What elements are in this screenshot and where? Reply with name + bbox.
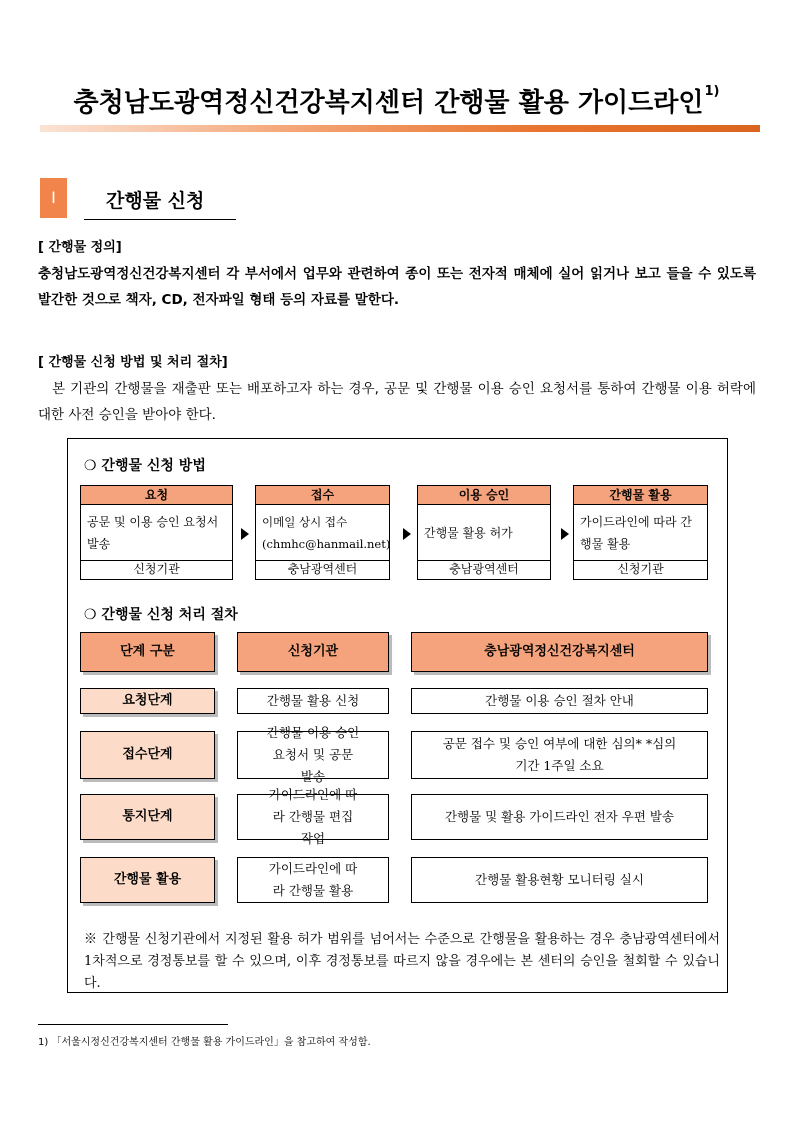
- stage-label: 간행물 활용: [80, 857, 215, 903]
- title-gradient-bar: [40, 125, 760, 132]
- flow-step-head: 접수: [255, 485, 390, 505]
- applicant-action: 간행물 활용 신청: [237, 688, 389, 714]
- flow-step-body: 간행물 활용 허가: [417, 505, 551, 561]
- column-header-applicant: 신청기관: [237, 632, 389, 672]
- footnote-text: 1) 「서울시정신건강복지센터 간행물 활용 가이드라인」을 참고하여 작성함.: [38, 1037, 371, 1048]
- definition-text: 충청남도광역정신건강복지센터 각 부서에서 업무와 관련하여 종이 또는 전자적 매체에 실어 읽거나 보고 들을 수 있도록 발간한 것으로 책자, CD, 전자파일 형태 등의 자료를 말한다.: [38, 266, 756, 308]
- procedure-heading: [ 간행물 신청 방법 및 처리 절차]: [38, 355, 228, 370]
- flow-step-head: 간행물 활용: [573, 485, 708, 505]
- center-action: 간행물 활용현황 모니터링 실시: [411, 857, 708, 903]
- flow-step-foot: 충남광역센터: [417, 561, 551, 580]
- flow-step-foot: 신청기관: [573, 561, 708, 580]
- flow-step-head: 요청: [80, 485, 233, 505]
- flow-step-body: 이메일 상시 접수 (chmhc@hanmail.net): [255, 505, 390, 561]
- arrow-right-icon: [561, 528, 569, 540]
- stage-label: 접수단계: [80, 731, 215, 779]
- footnote-divider: [38, 1024, 228, 1025]
- arrow-right-icon: [403, 528, 411, 540]
- flow-step-head: 이용 승인: [417, 485, 551, 505]
- section-number-badge: Ⅰ: [40, 178, 67, 218]
- section-title: 간행물 신청: [106, 190, 205, 212]
- arrow-right-icon: [241, 528, 249, 540]
- center-action: 간행물 및 활용 가이드라인 전자 우편 발송: [411, 794, 708, 840]
- applicant-action: 가이드라인에 따라 간행물 활용: [237, 857, 389, 903]
- flow-step-body: 가이드라인에 따라 간행물 활용: [573, 505, 708, 561]
- footnote-ref[interactable]: 1): [704, 84, 720, 99]
- process-heading: ❍ 간행물 신청 처리 절차: [84, 607, 238, 623]
- procedure-text: 본 기관의 간행물을 재출판 또는 배포하고자 하는 경우, 공문 및 간행물 이용 승인 요청서를 통하여 간행물 이용 허락에 대한 사전 승인을 받아야 한다.: [38, 381, 756, 423]
- column-header-stage: 단계 구분: [80, 632, 215, 672]
- flow-step-body: 공문 및 이용 승인 요청서 발송: [80, 505, 233, 561]
- applicant-action: 간행물 이용 승인 요청서 및 공문 발송: [237, 731, 389, 779]
- stage-label: 통지단계: [80, 794, 215, 840]
- center-action: 간행물 이용 승인 절차 안내: [411, 688, 708, 714]
- stage-label: 요청단계: [80, 688, 215, 714]
- flow-step-foot: 신청기관: [80, 561, 233, 580]
- section-underline: [84, 219, 236, 220]
- method-heading: ❍ 간행물 신청 방법: [84, 458, 206, 474]
- center-action: 공문 접수 및 승인 여부에 대한 심의* *심의기간 1주일 소요: [411, 731, 708, 779]
- warning-note: ※ 간행물 신청기관에서 지정된 활용 허가 범위를 넘어서는 수준으로 간행물을 활용하는 경우 충남광역센터에서 1차적으로 경정통보를 할 수 있으며, 이후 경정통보를 따르지 않을 경우에는 본 센터의 승인을 철회할 수 있습니다.: [84, 932, 720, 991]
- definition-heading: [ 간행물 정의]: [38, 240, 122, 255]
- page-title: 충청남도광역정신건강복지센터 간행물 활용 가이드라인$^{1)}$: [73, 84, 720, 118]
- flow-step-foot: 충남광역센터: [255, 561, 390, 580]
- column-header-center: 충남광역정신건강복지센터: [411, 632, 708, 672]
- applicant-action: 가이드라인에 따라 간행물 편집 작업: [237, 794, 389, 840]
